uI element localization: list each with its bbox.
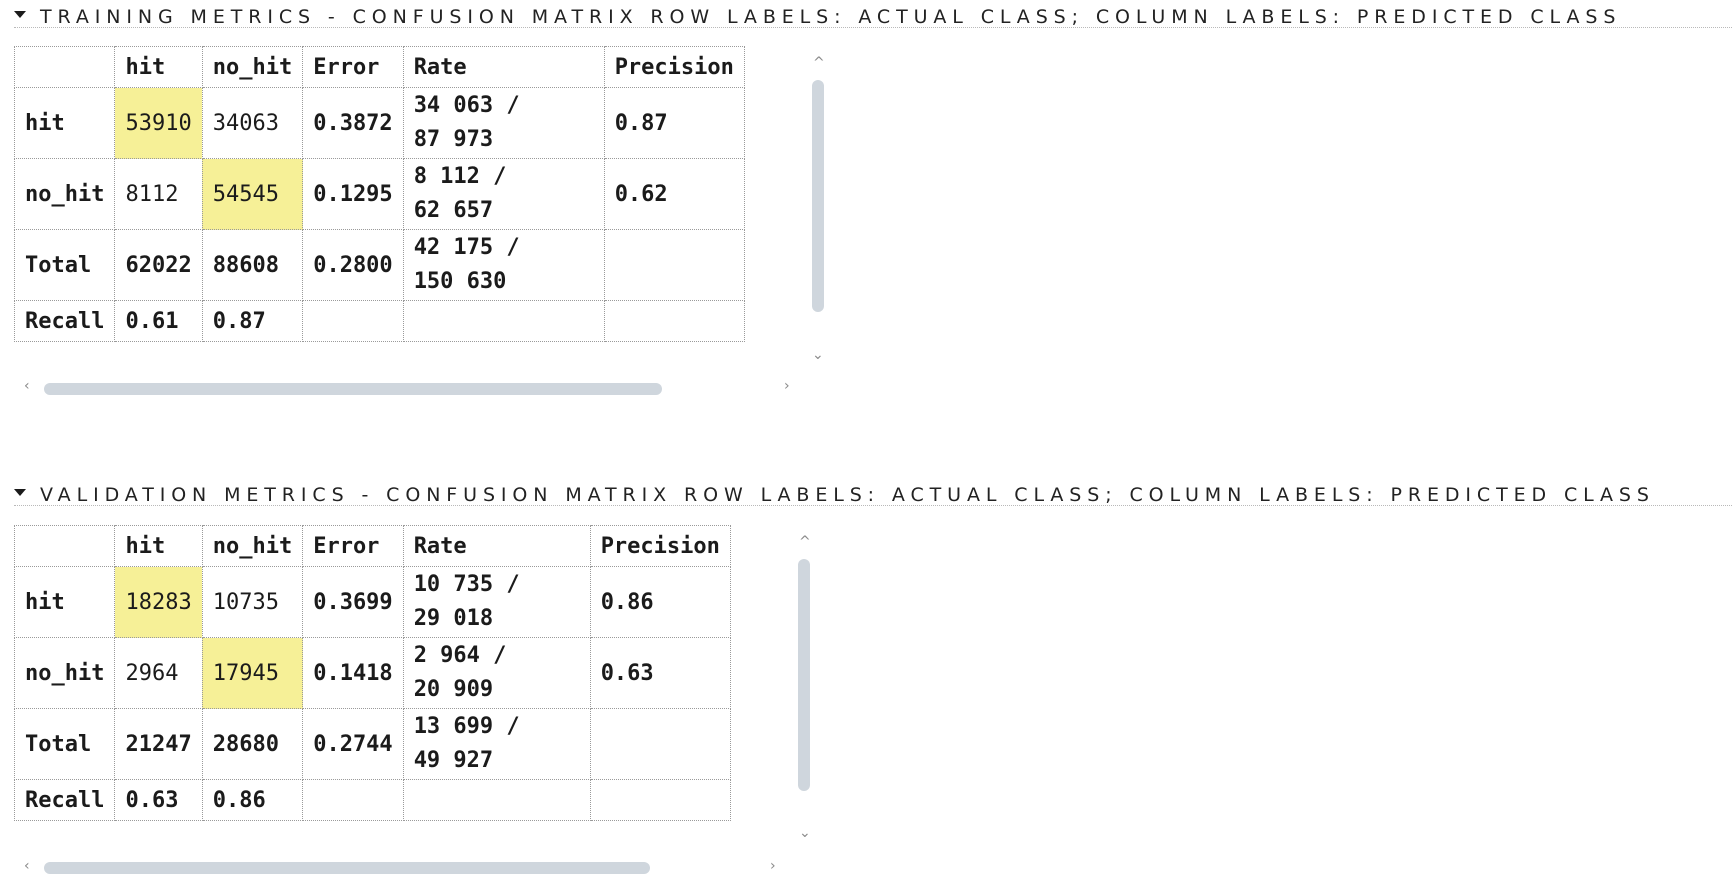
- rate-numerator: 8 112 /: [413, 164, 507, 189]
- table-row: [15, 638, 731, 709]
- precision-value: 0.86: [590, 567, 730, 638]
- caret-down-icon[interactable]: [14, 11, 26, 18]
- rate-value: [403, 230, 604, 301]
- validation-horizontal-scrollbar-thumb[interactable]: [44, 862, 650, 874]
- rate-value: [403, 709, 590, 780]
- training-horizontal-scrollbar-thumb[interactable]: [44, 383, 662, 395]
- empty-cell: [403, 780, 590, 821]
- rate-numerator: 34 063 /: [413, 93, 520, 118]
- validation-matrix-frame: [14, 525, 736, 845]
- rate-value: [403, 159, 604, 230]
- scroll-left-icon[interactable]: ‹: [24, 858, 30, 874]
- validation-confusion-matrix: [14, 525, 731, 821]
- row-label: Recall: [15, 301, 115, 342]
- recall-row: [15, 780, 731, 821]
- training-section-title: TRAINING METRICS - CONFUSION MATRIX ROW LABELS: ACTUAL CLASS; COLUMN LABELS: PREDICTED CLASS: [40, 6, 1622, 28]
- table-row: [15, 709, 731, 780]
- recall-value: 0.86: [202, 780, 302, 821]
- row-label: hit: [15, 88, 115, 159]
- rate-numerator: 13 699 /: [413, 714, 520, 739]
- precision-value: 0.63: [590, 638, 730, 709]
- scroll-right-icon[interactable]: ›: [784, 378, 790, 394]
- row-label: hit: [15, 567, 115, 638]
- precision-value: [604, 230, 744, 301]
- scroll-down-icon[interactable]: ⌄: [812, 347, 824, 363]
- col-header-precision: Precision: [604, 47, 744, 88]
- table-row: [15, 567, 731, 638]
- cell-value: 10735: [202, 567, 302, 638]
- training-scroll-up-icon[interactable]: ^: [813, 55, 825, 71]
- training-matrix-frame: [14, 46, 750, 366]
- col-header-precision: Precision: [590, 526, 730, 567]
- rate-denominator: 29 018: [413, 606, 494, 631]
- table-row: [15, 88, 745, 159]
- scroll-up-icon[interactable]: ^: [799, 534, 811, 550]
- caret-down-icon[interactable]: [14, 489, 26, 496]
- cell-value: 2964: [115, 638, 202, 709]
- cell-value: 88608: [202, 230, 302, 301]
- cell-value: 34063: [202, 88, 302, 159]
- rate-value: [403, 638, 590, 709]
- rate-numerator: 2 964 /: [413, 643, 507, 668]
- cell-value: 62022: [115, 230, 202, 301]
- table-row: [15, 230, 745, 301]
- recall-value: 0.87: [202, 301, 302, 342]
- rate-denominator: 20 909: [413, 677, 494, 702]
- corner-cell: [15, 47, 115, 88]
- rate-numerator: 42 175 /: [413, 235, 520, 260]
- table-row: [15, 159, 745, 230]
- rate-value: [403, 567, 590, 638]
- col-header-error: Error: [303, 526, 403, 567]
- col-header-hit: hit: [115, 526, 202, 567]
- empty-cell: [590, 780, 730, 821]
- error-value: 0.2800: [303, 230, 403, 301]
- error-value: 0.2744: [303, 709, 403, 780]
- empty-cell: [303, 780, 403, 821]
- rate-denominator: 62 657: [413, 198, 494, 223]
- col-header-no-hit: no_hit: [202, 526, 302, 567]
- precision-value: [590, 709, 730, 780]
- corner-cell: [15, 526, 115, 567]
- precision-value: 0.87: [604, 88, 744, 159]
- training-section-header[interactable]: [14, 3, 1732, 28]
- col-header-hit: hit: [115, 47, 202, 88]
- rate-numerator: 10 735 /: [413, 572, 520, 597]
- col-header-no-hit: no_hit: [202, 47, 302, 88]
- table-header-row: [15, 47, 745, 88]
- training-vertical-scrollbar-thumb[interactable]: [812, 80, 824, 312]
- error-value: 0.1418: [303, 638, 403, 709]
- cell-value: 53910: [115, 88, 202, 159]
- precision-value: 0.62: [604, 159, 744, 230]
- recall-row: [15, 301, 745, 342]
- empty-cell: [303, 301, 403, 342]
- rate-denominator: 150 630: [413, 269, 507, 294]
- rate-denominator: 87 973: [413, 127, 494, 152]
- row-label: Total: [15, 709, 115, 780]
- cell-value: 17945: [202, 638, 302, 709]
- scroll-right-icon[interactable]: ›: [770, 858, 776, 874]
- col-header-rate: Rate: [403, 526, 590, 567]
- validation-section-header[interactable]: [14, 481, 1732, 506]
- validation-section-title: VALIDATION METRICS - CONFUSION MATRIX ROW LABELS: ACTUAL CLASS; COLUMN LABELS: PREDICTED CLASS: [40, 484, 1655, 506]
- empty-cell: [604, 301, 744, 342]
- training-confusion-matrix: [14, 46, 745, 342]
- validation-vertical-scrollbar-thumb[interactable]: [798, 559, 810, 791]
- recall-value: 0.61: [115, 301, 202, 342]
- empty-cell: [403, 301, 604, 342]
- cell-value: 54545: [202, 159, 302, 230]
- error-value: 0.3872: [303, 88, 403, 159]
- row-label: no_hit: [15, 159, 115, 230]
- cell-value: 28680: [202, 709, 302, 780]
- cell-value: 21247: [115, 709, 202, 780]
- error-value: 0.3699: [303, 567, 403, 638]
- row-label: Total: [15, 230, 115, 301]
- col-header-rate: Rate: [403, 47, 604, 88]
- table-header-row: [15, 526, 731, 567]
- cell-value: 8112: [115, 159, 202, 230]
- scroll-left-icon[interactable]: ‹: [24, 378, 30, 394]
- row-label: Recall: [15, 780, 115, 821]
- recall-value: 0.63: [115, 780, 202, 821]
- error-value: 0.1295: [303, 159, 403, 230]
- rate-value: [403, 88, 604, 159]
- cell-value: 18283: [115, 567, 202, 638]
- col-header-error: Error: [303, 47, 403, 88]
- scroll-down-icon[interactable]: ⌄: [799, 825, 811, 841]
- row-label: no_hit: [15, 638, 115, 709]
- rate-denominator: 49 927: [413, 748, 494, 773]
